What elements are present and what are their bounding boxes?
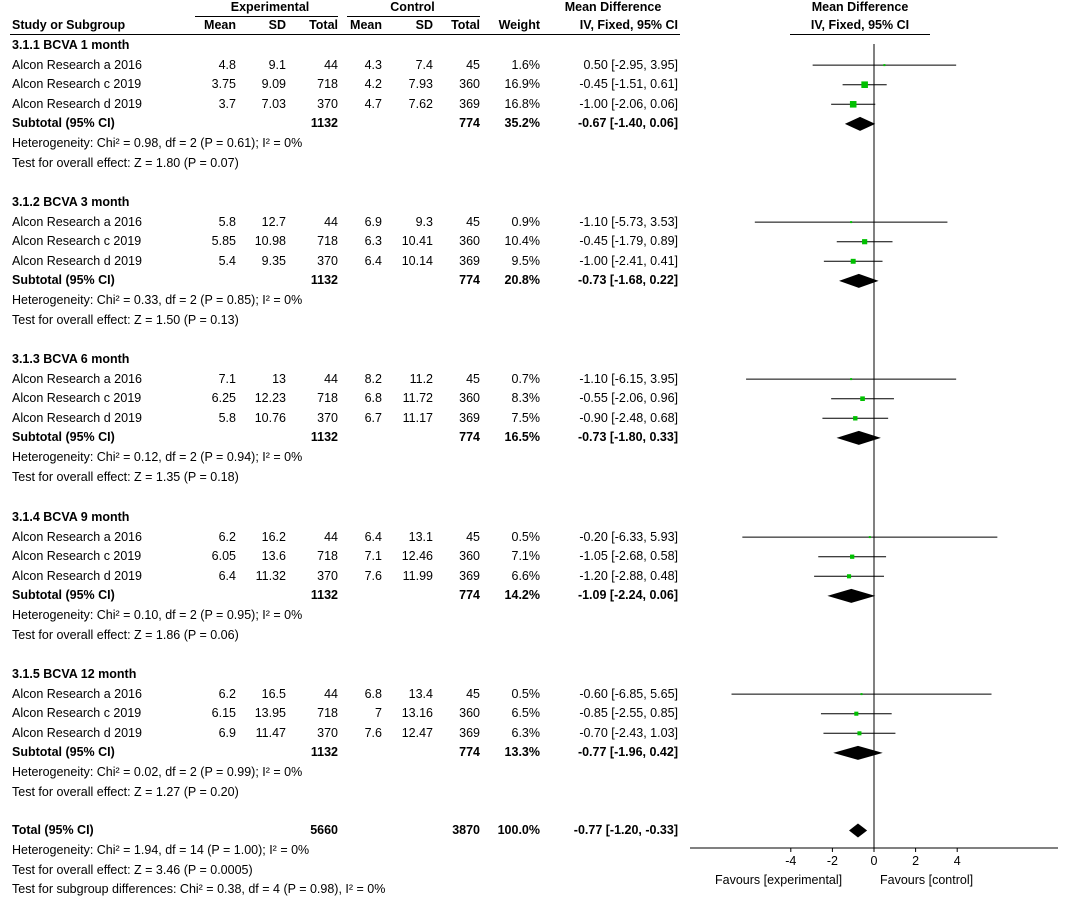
subgroup-differences-text: Test for subgroup differences: Chi² = 0.38, df = 4 (P = 0.98), I² = 0%: [12, 882, 386, 896]
study-name: Alcon Research a 2016: [12, 57, 142, 72]
study-c-mean: 6.9: [364, 214, 382, 229]
x-tick-label: 4: [953, 854, 961, 868]
x-tick-label: 2: [912, 854, 920, 868]
study-point: [850, 101, 857, 108]
study-e-sd: 13.95: [254, 706, 286, 721]
study-point: [861, 693, 863, 695]
study-e-sd: 10.76: [254, 410, 286, 425]
study-e-mean: 5.85: [211, 234, 236, 249]
study-point: [883, 64, 885, 66]
heterogeneity-text: Heterogeneity: Chi² = 0.02, df = 2 (P = 0.99); I² = 0%: [12, 765, 303, 779]
study-c-mean: 8.2: [364, 371, 382, 386]
x-tick-label: 0: [870, 854, 878, 868]
header-c-total: Total: [451, 18, 480, 32]
study-name: Alcon Research d 2019: [12, 410, 142, 425]
total-e-total: 5660: [310, 823, 338, 837]
study-e-total: 370: [317, 410, 338, 425]
study-point: [861, 81, 868, 88]
subtotal-c-total: 774: [459, 745, 480, 760]
study-e-mean: 4.8: [218, 57, 236, 72]
total-overall-effect-text: Test for overall effect: Z = 3.46 (P = 0.0005): [12, 863, 253, 877]
subtotal-e-total: 1132: [310, 430, 338, 445]
study-weight: 6.3%: [511, 725, 540, 740]
study-c-mean: 6.7: [364, 410, 382, 425]
study-point: [847, 574, 851, 578]
study-c-total: 45: [466, 57, 480, 72]
study-c-mean: 6.4: [364, 253, 382, 268]
study-c-mean: 7.6: [364, 725, 382, 740]
study-c-sd: 11.2: [409, 371, 433, 386]
study-point: [854, 712, 858, 716]
study-e-sd: 9.1: [268, 57, 286, 72]
study-ci: -0.55 [-2.06, 0.96]: [579, 391, 678, 406]
overall-effect-text: Test for overall effect: Z = 1.86 (P = 0.06): [12, 627, 239, 642]
study-ci: -0.70 [-2.43, 1.03]: [579, 725, 678, 740]
overall-effect-text: Test for overall effect: Z = 1.27 (P = 0.20): [12, 784, 239, 799]
study-e-mean: 7.1: [218, 371, 236, 386]
header-weight: Weight: [498, 18, 540, 32]
study-weight: 8.3%: [511, 391, 540, 406]
study-ci: 0.50 [-2.95, 3.95]: [583, 57, 678, 72]
study-ci: -1.00 [-2.06, 0.06]: [579, 96, 678, 111]
study-point: [869, 536, 871, 538]
study-e-mean: 3.7: [218, 96, 236, 111]
header-group-experimental: Experimental: [230, 0, 310, 14]
study-e-total: 44: [324, 371, 338, 386]
study-ci: -1.05 [-2.68, 0.58]: [579, 549, 678, 564]
study-name: Alcon Research d 2019: [12, 253, 142, 268]
subtotal-e-total: 1132: [310, 588, 338, 603]
overall-effect-text: Test for overall effect: Z = 1.35 (P = 0.18): [12, 469, 239, 484]
subtotal-label: Subtotal (95% CI): [12, 273, 115, 288]
study-e-total: 718: [317, 234, 338, 249]
study-e-total: 44: [324, 529, 338, 544]
study-c-total: 45: [466, 686, 480, 701]
study-name: Alcon Research a 2016: [12, 686, 142, 701]
study-name: Alcon Research d 2019: [12, 568, 142, 583]
study-c-sd: 11.99: [402, 568, 433, 583]
study-e-total: 370: [317, 725, 338, 740]
study-c-sd: 7.4: [415, 57, 433, 72]
heterogeneity-text: Heterogeneity: Chi² = 0.12, df = 2 (P = 0.94); I² = 0%: [12, 450, 303, 464]
subtotal-e-total: 1132: [310, 273, 338, 288]
study-name: Alcon Research c 2019: [12, 234, 142, 249]
study-ci: -0.85 [-2.55, 0.85]: [579, 706, 678, 721]
study-point: [850, 221, 852, 223]
study-weight: 7.5%: [511, 410, 540, 425]
total-label: Total (95% CI): [12, 823, 94, 837]
header-ci-plot: IV, Fixed, 95% CI: [810, 18, 910, 32]
study-c-total: 360: [459, 549, 480, 564]
study-c-sd: 13.16: [401, 706, 433, 721]
study-weight: 0.5%: [511, 686, 540, 701]
study-ci: -0.60 [-6.85, 5.65]: [579, 686, 678, 701]
study-c-mean: 7: [375, 706, 382, 721]
study-weight: 6.6%: [511, 568, 540, 583]
header-c-sd: SD: [415, 18, 433, 32]
overall-effect-text: Test for overall effect: Z = 1.50 (P = 0.13): [12, 312, 239, 327]
heterogeneity-text: Heterogeneity: Chi² = 0.33, df = 2 (P = 0.85); I² = 0%: [12, 293, 303, 307]
study-point: [862, 239, 867, 244]
subtotal-diamond: [839, 274, 879, 288]
subtotal-c-total: 774: [459, 588, 480, 603]
study-e-mean: 6.25: [211, 391, 236, 406]
study-c-mean: 6.8: [364, 686, 382, 701]
study-ci: -1.10 [-6.15, 3.95]: [579, 371, 678, 386]
subgroup-title: 3.1.2 BCVA 3 month: [12, 195, 130, 209]
study-e-mean: 5.8: [218, 410, 236, 425]
study-point: [857, 731, 861, 735]
study-c-sd: 12.47: [401, 725, 433, 740]
study-c-mean: 7.6: [364, 568, 382, 583]
study-e-sd: 7.03: [261, 96, 286, 111]
subtotal-label: Subtotal (95% CI): [12, 430, 115, 445]
study-e-sd: 9.09: [261, 77, 286, 92]
study-weight: 0.5%: [511, 529, 540, 544]
study-c-total: 369: [459, 725, 480, 740]
study-point: [851, 259, 856, 264]
study-c-mean: 4.3: [364, 57, 382, 72]
study-point: [850, 555, 854, 559]
study-c-total: 45: [466, 214, 480, 229]
study-e-mean: 6.05: [211, 549, 236, 564]
study-e-mean: 5.8: [218, 214, 236, 229]
x-tick-label: -2: [826, 854, 838, 868]
study-weight: 9.5%: [511, 253, 540, 268]
study-c-sd: 11.72: [402, 391, 433, 406]
study-c-total: 360: [459, 391, 480, 406]
study-weight: 0.9%: [511, 214, 540, 229]
study-point: [853, 416, 857, 420]
study-e-sd: 12.23: [254, 391, 286, 406]
subtotal-e-total: 1132: [310, 116, 338, 131]
subtotal-ci: -0.77 [-1.96, 0.42]: [577, 745, 678, 760]
study-c-sd: 10.14: [401, 253, 433, 268]
study-e-mean: 6.2: [218, 529, 236, 544]
header-e-mean: Mean: [204, 18, 236, 32]
study-e-total: 718: [317, 391, 338, 406]
study-c-sd: 10.41: [401, 234, 433, 249]
study-c-sd: 7.93: [408, 77, 433, 92]
study-weight: 16.9%: [504, 77, 540, 92]
study-e-mean: 5.4: [218, 253, 236, 268]
study-c-total: 45: [466, 529, 480, 544]
study-e-total: 718: [317, 549, 338, 564]
subtotal-ci: -0.73 [-1.68, 0.22]: [577, 273, 678, 288]
subgroup-title: 3.1.4 BCVA 9 month: [12, 510, 130, 524]
subgroup-title: 3.1.3 BCVA 6 month: [12, 352, 130, 366]
subtotal-ci: -0.73 [-1.80, 0.33]: [577, 430, 678, 445]
study-e-sd: 13: [272, 371, 286, 386]
study-c-mean: 6.4: [364, 529, 382, 544]
study-e-sd: 12.7: [261, 214, 286, 229]
study-e-mean: 3.75: [211, 77, 236, 92]
study-e-total: 44: [324, 57, 338, 72]
study-c-total: 360: [459, 706, 480, 721]
study-e-sd: 13.6: [261, 549, 286, 564]
study-e-mean: 6.15: [211, 706, 236, 721]
study-name: Alcon Research a 2016: [12, 371, 142, 386]
subtotal-weight: 14.2%: [504, 588, 540, 603]
study-name: Alcon Research a 2016: [12, 214, 142, 229]
subtotal-diamond: [845, 117, 875, 131]
heterogeneity-text: Heterogeneity: Chi² = 0.10, df = 2 (P = 0.95); I² = 0%: [12, 608, 303, 622]
study-ci: -0.20 [-6.33, 5.93]: [579, 529, 678, 544]
study-c-sd: 12.46: [401, 549, 433, 564]
study-name: Alcon Research d 2019: [12, 96, 142, 111]
subtotal-weight: 35.2%: [504, 116, 540, 131]
total-heterogeneity-text: Heterogeneity: Chi² = 1.94, df = 14 (P = 1.00); I² = 0%: [12, 843, 310, 857]
study-e-sd: 10.98: [254, 234, 286, 249]
subtotal-weight: 16.5%: [504, 430, 540, 445]
study-e-total: 44: [324, 214, 338, 229]
overall-diamond: [849, 824, 867, 838]
study-e-sd: 16.5: [261, 686, 286, 701]
study-weight: 1.6%: [511, 57, 540, 72]
subtotal-diamond: [833, 746, 883, 760]
study-name: Alcon Research c 2019: [12, 391, 142, 406]
study-c-sd: 9.3: [415, 214, 433, 229]
study-weight: 6.5%: [511, 706, 540, 721]
subtotal-c-total: 774: [459, 430, 480, 445]
header-group-md: Mean Difference: [564, 0, 662, 14]
study-weight: 10.4%: [504, 234, 540, 249]
total-ci: -0.77 [-1.20, -0.33]: [573, 823, 678, 837]
study-e-mean: 6.2: [218, 686, 236, 701]
study-e-total: 718: [317, 706, 338, 721]
study-c-total: 45: [466, 371, 480, 386]
subtotal-diamond: [827, 589, 875, 603]
favours-left-label: Favours [experimental]: [715, 873, 843, 887]
study-c-total: 369: [459, 568, 480, 583]
study-c-mean: 7.1: [364, 549, 382, 564]
header-e-total: Total: [309, 18, 338, 32]
study-name: Alcon Research a 2016: [12, 529, 142, 544]
study-weight: 0.7%: [511, 371, 540, 386]
study-e-sd: 9.35: [261, 253, 286, 268]
study-e-total: 370: [317, 568, 338, 583]
subtotal-label: Subtotal (95% CI): [12, 745, 115, 760]
header-group-control: Control: [390, 0, 435, 14]
study-e-sd: 11.32: [255, 568, 286, 583]
study-ci: -0.90 [-2.48, 0.68]: [579, 410, 678, 425]
study-c-sd: 7.62: [408, 96, 433, 111]
subtotal-label: Subtotal (95% CI): [12, 116, 115, 131]
study-ci: -1.10 [-5.73, 3.53]: [579, 214, 678, 229]
header-c-mean: Mean: [350, 18, 382, 32]
study-point: [860, 396, 865, 401]
study-c-total: 360: [459, 234, 480, 249]
subtotal-c-total: 774: [459, 273, 480, 288]
study-c-sd: 13.1: [408, 529, 433, 544]
subtotal-weight: 20.8%: [504, 273, 540, 288]
study-c-mean: 6.3: [364, 234, 382, 249]
subgroup-title: 3.1.5 BCVA 12 month: [12, 667, 137, 681]
heterogeneity-text: Heterogeneity: Chi² = 0.98, df = 2 (P = 0.61); I² = 0%: [12, 136, 303, 150]
study-e-mean: 6.4: [218, 568, 236, 583]
study-ci: -0.45 [-1.51, 0.61]: [579, 77, 678, 92]
header-study: Study or Subgroup: [12, 18, 126, 32]
study-name: Alcon Research c 2019: [12, 706, 142, 721]
study-weight: 7.1%: [511, 549, 540, 564]
subgroup-title: 3.1.1 BCVA 1 month: [12, 38, 130, 52]
study-ci: -1.00 [-2.41, 0.41]: [579, 253, 678, 268]
study-c-total: 360: [459, 77, 480, 92]
study-e-mean: 6.9: [218, 725, 236, 740]
subtotal-ci: -0.67 [-1.40, 0.06]: [577, 116, 678, 131]
study-ci: -0.45 [-1.79, 0.89]: [579, 234, 678, 249]
study-c-mean: 4.7: [364, 96, 382, 111]
study-ci: -1.20 [-2.88, 0.48]: [579, 568, 678, 583]
header-e-sd: SD: [268, 18, 286, 32]
favours-right-label: Favours [control]: [880, 873, 974, 887]
study-c-mean: 4.2: [364, 77, 382, 92]
x-tick-label: -4: [785, 854, 797, 868]
study-c-mean: 6.8: [364, 391, 382, 406]
study-c-sd: 13.4: [408, 686, 433, 701]
study-c-total: 369: [459, 253, 480, 268]
study-e-total: 370: [317, 253, 338, 268]
header-group-md-plot: Mean Difference: [811, 0, 909, 14]
total-weight: 100.0%: [497, 823, 540, 837]
subtotal-label: Subtotal (95% CI): [12, 588, 115, 603]
study-e-total: 370: [317, 96, 338, 111]
study-weight: 16.8%: [504, 96, 540, 111]
total-c-total: 3870: [452, 823, 480, 837]
study-e-total: 44: [324, 686, 338, 701]
study-name: Alcon Research d 2019: [12, 725, 142, 740]
subtotal-ci: -1.09 [-2.24, 0.06]: [577, 588, 678, 603]
subtotal-weight: 13.3%: [504, 745, 540, 760]
study-name: Alcon Research c 2019: [12, 549, 142, 564]
study-name: Alcon Research c 2019: [12, 77, 142, 92]
study-c-total: 369: [459, 96, 480, 111]
header-ci: IV, Fixed, 95% CI: [579, 18, 678, 32]
overall-effect-text: Test for overall effect: Z = 1.80 (P = 0.07): [12, 155, 239, 170]
subtotal-c-total: 774: [459, 116, 480, 131]
study-e-sd: 16.2: [261, 529, 286, 544]
study-c-sd: 11.17: [402, 410, 433, 425]
study-e-total: 718: [317, 77, 338, 92]
study-e-sd: 11.47: [255, 725, 286, 740]
study-point: [850, 378, 852, 380]
subtotal-e-total: 1132: [310, 745, 338, 760]
study-c-total: 369: [459, 410, 480, 425]
